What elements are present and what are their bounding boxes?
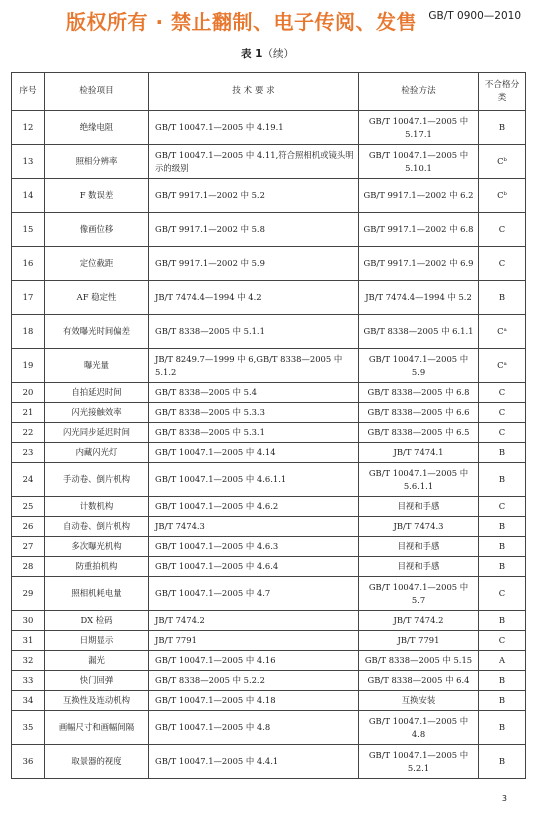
cell-class: B [479, 463, 526, 497]
cell-serial: 25 [12, 497, 45, 517]
cell-item: 多次曝光机构 [45, 537, 149, 557]
cell-requirement: JB/T 8249.7—1999 中 6,GB/T 8338—2005 中 5.1.2 [149, 349, 359, 383]
table-row [12, 537, 526, 557]
cell-method: JB/T 7474.2 [359, 611, 479, 631]
cell-method: GB/T 8338—2005 中 5.15 [359, 651, 479, 671]
cell-method: GB/T 10047.1—2005 中 5.9 [359, 349, 479, 383]
header-serial: 序号 [12, 73, 45, 111]
cell-method: GB/T 8338—2005 中 6.5 [359, 423, 479, 443]
cell-requirement: JB/T 7791 [149, 631, 359, 651]
table-row [12, 711, 526, 745]
header-requirement: 技 术 要 求 [149, 73, 359, 111]
table-row [12, 179, 526, 213]
cell-requirement: JB/T 7474.3 [149, 517, 359, 537]
cell-item: 自动卷、倒片机构 [45, 517, 149, 537]
cell-serial: 24 [12, 463, 45, 497]
table-row [12, 247, 526, 281]
cell-method: 目视和手感 [359, 557, 479, 577]
table-row [12, 383, 526, 403]
cell-serial: 35 [12, 711, 45, 745]
cell-requirement: GB/T 10047.1—2005 中 4.11,符合照相机或镜头明示的级别 [149, 145, 359, 179]
header-method: 检验方法 [359, 73, 479, 111]
cell-requirement: GB/T 10047.1—2005 中 4.16 [149, 651, 359, 671]
table-row [12, 349, 526, 383]
cell-item: 有效曝光时间偏差 [45, 315, 149, 349]
cell-requirement: GB/T 8338—2005 中 5.3.3 [149, 403, 359, 423]
cell-method: JB/T 7791 [359, 631, 479, 651]
cell-requirement: GB/T 9917.1—2002 中 5.9 [149, 247, 359, 281]
cell-class: B [479, 711, 526, 745]
cell-class: B [479, 537, 526, 557]
cell-method: GB/T 10047.1—2005 中 5.7 [359, 577, 479, 611]
cell-item: 手动卷、倒片机构 [45, 463, 149, 497]
cell-item: 取景器的视度 [45, 745, 149, 779]
cell-item: 曝光量 [45, 349, 149, 383]
table-row [12, 111, 526, 145]
cell-class: B [479, 745, 526, 779]
cell-item: 闪光接触效率 [45, 403, 149, 423]
cell-method: GB/T 8338—2005 中 6.6 [359, 403, 479, 423]
cell-class: B [479, 517, 526, 537]
cell-requirement: GB/T 8338—2005 中 5.2.2 [149, 671, 359, 691]
cell-item: 照相分辨率 [45, 145, 149, 179]
table-row [12, 423, 526, 443]
table-row [12, 213, 526, 247]
cell-method: 互换安装 [359, 691, 479, 711]
cell-method: GB/T 10047.1—2005 中 5.10.1 [359, 145, 479, 179]
cell-item: 绝缘电阻 [45, 111, 149, 145]
cell-requirement: GB/T 8338—2005 中 5.3.1 [149, 423, 359, 443]
cell-serial: 13 [12, 145, 45, 179]
cell-serial: 23 [12, 443, 45, 463]
cell-requirement: GB/T 10047.1—2005 中 4.6.3 [149, 537, 359, 557]
cell-serial: 28 [12, 557, 45, 577]
cell-item: F 数误差 [45, 179, 149, 213]
cell-item: 快门回弹 [45, 671, 149, 691]
cell-serial: 22 [12, 423, 45, 443]
cell-class: Cᵇ [479, 179, 526, 213]
table-row [12, 497, 526, 517]
cell-class: Cᵃ [479, 315, 526, 349]
cell-requirement: JB/T 7474.4—1994 中 4.2 [149, 281, 359, 315]
header-class: 不合格分类 [479, 73, 526, 111]
cell-class: B [479, 691, 526, 711]
cell-method: GB/T 8338—2005 中 6.8 [359, 383, 479, 403]
cell-class: B [479, 443, 526, 463]
cell-serial: 27 [12, 537, 45, 557]
cell-item: 闪光同步延迟时间 [45, 423, 149, 443]
cell-requirement: GB/T 9917.1—2002 中 5.8 [149, 213, 359, 247]
cell-item: 画幅尺寸和画幅间隔 [45, 711, 149, 745]
table-row [12, 691, 526, 711]
inspection-table [11, 72, 526, 779]
cell-serial: 14 [12, 179, 45, 213]
cell-requirement: GB/T 10047.1—2005 中 4.19.1 [149, 111, 359, 145]
cell-item: AF 稳定性 [45, 281, 149, 315]
table-row [12, 443, 526, 463]
cell-method: GB/T 10047.1—2005 中 5.2.1 [359, 745, 479, 779]
cell-serial: 18 [12, 315, 45, 349]
cell-requirement: GB/T 10047.1—2005 中 4.4.1 [149, 745, 359, 779]
cell-method: JB/T 7474.4—1994 中 5.2 [359, 281, 479, 315]
cell-class: C [479, 423, 526, 443]
cell-serial: 26 [12, 517, 45, 537]
table-row [12, 145, 526, 179]
watermark-text: 版权所有 · 禁止翻制、电子传阅、发售 [66, 10, 418, 34]
cell-class: C [479, 383, 526, 403]
table-caption-label: 表 1 [241, 48, 263, 60]
cell-class: Cᵃ [479, 349, 526, 383]
cell-method: GB/T 10047.1—2005 中 5.17.1 [359, 111, 479, 145]
table-header-row [12, 73, 526, 111]
table-row [12, 671, 526, 691]
table-row [12, 631, 526, 651]
cell-requirement: GB/T 8338—2005 中 5.4 [149, 383, 359, 403]
table-row [12, 281, 526, 315]
table-row [12, 611, 526, 631]
table-row [12, 463, 526, 497]
cell-method: 目视和手感 [359, 537, 479, 557]
cell-serial: 20 [12, 383, 45, 403]
cell-requirement: GB/T 10047.1—2005 中 4.8 [149, 711, 359, 745]
cell-item: 定位截距 [45, 247, 149, 281]
cell-requirement: GB/T 10047.1—2005 中 4.6.1.1 [149, 463, 359, 497]
table-row [12, 651, 526, 671]
cell-serial: 16 [12, 247, 45, 281]
cell-serial: 12 [12, 111, 45, 145]
cell-method: GB/T 9917.1—2002 中 6.9 [359, 247, 479, 281]
cell-method: GB/T 10047.1—2005 中 5.6.1.1 [359, 463, 479, 497]
table-row [12, 315, 526, 349]
cell-class: A [479, 651, 526, 671]
cell-item: 防重拍机构 [45, 557, 149, 577]
cell-item: 计数机构 [45, 497, 149, 517]
table-row [12, 557, 526, 577]
cell-method: JB/T 7474.3 [359, 517, 479, 537]
table-row [12, 577, 526, 611]
cell-requirement: GB/T 10047.1—2005 中 4.6.2 [149, 497, 359, 517]
cell-item: 互换性及连动机构 [45, 691, 149, 711]
table-row [12, 745, 526, 779]
cell-method: GB/T 9917.1—2002 中 6.8 [359, 213, 479, 247]
cell-class: C [479, 497, 526, 517]
header-item: 检验项目 [45, 73, 149, 111]
cell-serial: 33 [12, 671, 45, 691]
cell-serial: 21 [12, 403, 45, 423]
cell-serial: 19 [12, 349, 45, 383]
cell-class: C [479, 213, 526, 247]
cell-item: 像画位移 [45, 213, 149, 247]
cell-class: C [479, 631, 526, 651]
cell-serial: 31 [12, 631, 45, 651]
cell-serial: 17 [12, 281, 45, 315]
cell-item: 照相机耗电量 [45, 577, 149, 611]
cell-class: B [479, 557, 526, 577]
cell-class: B [479, 611, 526, 631]
cell-serial: 36 [12, 745, 45, 779]
cell-requirement: GB/T 10047.1—2005 中 4.7 [149, 577, 359, 611]
cell-requirement: JB/T 7474.2 [149, 611, 359, 631]
cell-method: GB/T 8338—2005 中 6.4 [359, 671, 479, 691]
cell-method: GB/T 8338—2005 中 6.1.1 [359, 315, 479, 349]
cell-class: B [479, 281, 526, 315]
cell-item: 漏光 [45, 651, 149, 671]
cell-requirement: GB/T 10047.1—2005 中 4.18 [149, 691, 359, 711]
page-number: 3 [501, 794, 507, 803]
cell-serial: 34 [12, 691, 45, 711]
cell-requirement: GB/T 9917.1—2002 中 5.2 [149, 179, 359, 213]
cell-requirement: GB/T 10047.1—2005 中 4.6.4 [149, 557, 359, 577]
cell-item: 日期显示 [45, 631, 149, 651]
cell-class: C [479, 403, 526, 423]
cell-class: C [479, 247, 526, 281]
cell-item: 自拍延迟时间 [45, 383, 149, 403]
cell-class: B [479, 111, 526, 145]
table-row [12, 403, 526, 423]
cell-serial: 32 [12, 651, 45, 671]
cell-item: DX 检码 [45, 611, 149, 631]
cell-class: C [479, 577, 526, 611]
cell-method: JB/T 7474.1 [359, 443, 479, 463]
cell-class: B [479, 671, 526, 691]
cell-method: GB/T 9917.1—2002 中 6.2 [359, 179, 479, 213]
cell-method: GB/T 10047.1—2005 中 4.8 [359, 711, 479, 745]
cell-serial: 15 [12, 213, 45, 247]
table-row [12, 517, 526, 537]
cell-item: 内藏闪光灯 [45, 443, 149, 463]
cell-class: Cᵇ [479, 145, 526, 179]
table-caption [0, 46, 535, 61]
cell-requirement: GB/T 10047.1—2005 中 4.14 [149, 443, 359, 463]
cell-method: 目视和手感 [359, 497, 479, 517]
cell-serial: 30 [12, 611, 45, 631]
cell-requirement: GB/T 8338—2005 中 5.1.1 [149, 315, 359, 349]
table-caption-suffix: （续） [262, 48, 294, 60]
document-number: GB/T 0900—2010 [428, 10, 521, 22]
cell-serial: 29 [12, 577, 45, 611]
